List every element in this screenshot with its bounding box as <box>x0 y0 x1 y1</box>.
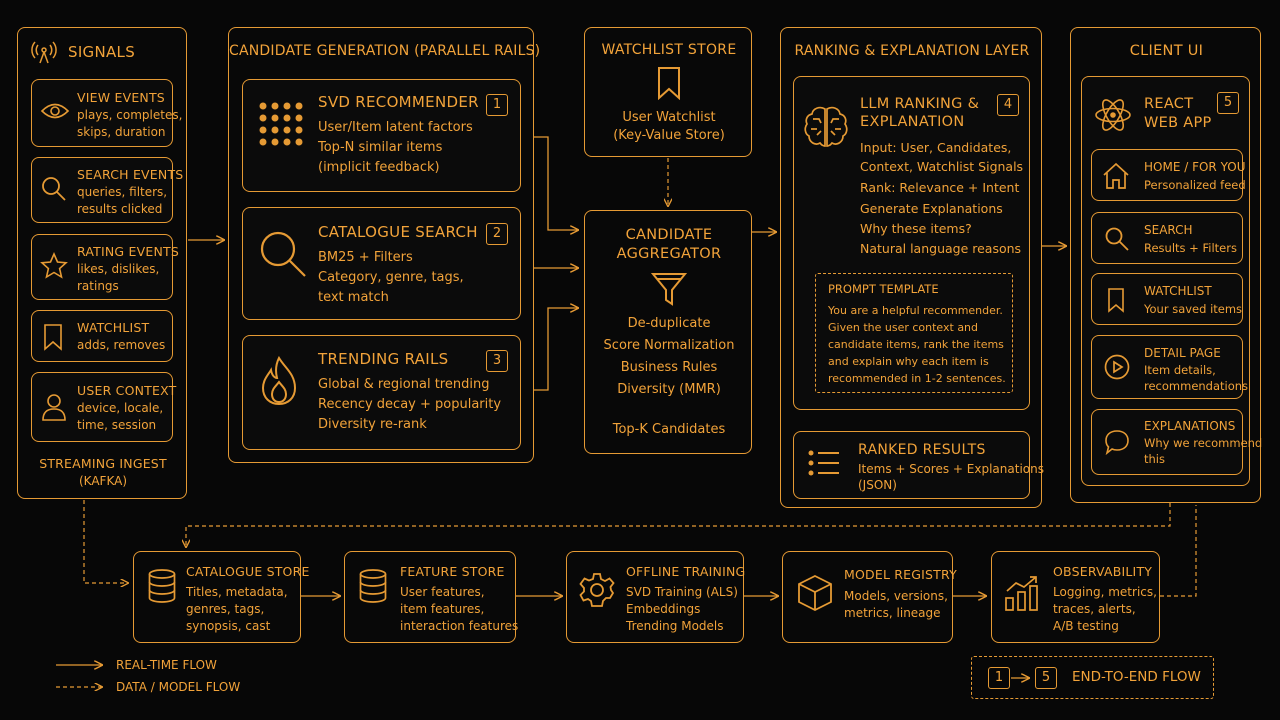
results-line: Items + Scores + Explanations <box>858 462 1044 476</box>
arrow-client-to-catalogue <box>186 503 1170 547</box>
store-line: synopsis, cast <box>186 619 271 633</box>
flow-label: END-TO-END FLOW <box>1072 669 1201 685</box>
signal-view-events <box>31 79 183 147</box>
rail-svd <box>242 79 521 192</box>
search-icon <box>40 175 68 203</box>
step-badge: 1 <box>486 94 508 116</box>
aggregator-step: De-duplicate <box>627 316 711 331</box>
llm-line: Context, Watchlist Signals <box>860 159 1024 174</box>
rail-line: Recency decay + popularity <box>318 397 502 412</box>
llm-title: LLM RANKING & <box>860 96 980 112</box>
client-item-detail: Personalized feed <box>1144 178 1246 192</box>
client-item-detail: this <box>1144 452 1165 466</box>
store-line: SVD Training (ALS) <box>626 585 738 599</box>
funnel-icon <box>651 271 687 307</box>
offline-training <box>566 551 744 643</box>
store-line: Titles, metadata, <box>186 585 288 599</box>
prompt-line: Given the user context and <box>828 321 979 334</box>
ranked-results <box>793 431 1044 499</box>
search-icon <box>1104 226 1130 252</box>
prompt-line: and explain why each item is <box>828 355 989 368</box>
cube-icon <box>797 574 833 612</box>
rail-line: Diversity re-rank <box>318 417 427 432</box>
prompt-template <box>815 273 1013 393</box>
client-item-label: HOME / FOR YOU <box>1144 160 1246 174</box>
rail-line: User/Item latent factors <box>318 120 473 135</box>
signal-detail: queries, filters, <box>77 185 168 199</box>
llm-line: Why these items? <box>860 221 972 236</box>
signal-detail: skips, duration <box>77 125 166 139</box>
client-search[interactable] <box>1091 212 1243 264</box>
store-line: item features, <box>400 602 485 616</box>
brain-icon <box>803 105 849 149</box>
end-to-end-flow <box>971 656 1214 699</box>
flame-icon <box>259 356 299 406</box>
client-item-detail: recommendations <box>1144 379 1249 393</box>
client-title: CLIENT UI <box>1129 43 1204 59</box>
gear-icon <box>579 572 615 608</box>
database-icon <box>147 569 177 603</box>
signal-search-events <box>31 157 184 223</box>
database-icon <box>358 569 388 603</box>
chat-bubble-icon <box>1104 429 1130 455</box>
legend-realtime: REAL-TIME FLOW <box>116 658 217 672</box>
signal-detail: adds, removes <box>77 338 166 352</box>
store-line: User features, <box>400 585 485 599</box>
step-badge: 2 <box>486 223 508 245</box>
client-item-detail: Your saved items <box>1144 302 1243 316</box>
candidates-title: CANDIDATE GENERATION (PARALLEL RAILS) <box>229 43 541 59</box>
signal-detail: time, session <box>77 418 157 432</box>
catalogue-store <box>133 551 310 643</box>
store-line: Embeddings <box>626 602 701 616</box>
results-line: (JSON) <box>858 478 897 492</box>
eye-icon <box>40 100 70 122</box>
magnifier-icon <box>257 228 309 280</box>
rail-line: text match <box>318 290 389 305</box>
rail-line: Top-N similar items <box>318 140 443 155</box>
aggregator-step: Score Normalization <box>603 338 735 353</box>
watchlist-store-line: (Key-Value Store) <box>613 128 725 143</box>
step-badge: 5 <box>1217 92 1239 114</box>
ranking-title: RANKING & EXPLANATION LAYER <box>794 43 1030 59</box>
store-line: interaction features <box>400 619 519 633</box>
client-item-detail: Results + Filters <box>1144 241 1237 255</box>
candidate-generation-panel <box>228 27 541 463</box>
signal-detail: ratings <box>77 279 119 293</box>
client-ui-panel <box>1070 27 1261 503</box>
home-icon <box>1102 162 1130 190</box>
bookmark-icon <box>1106 287 1126 313</box>
client-detail-page[interactable] <box>1091 335 1249 399</box>
prompt-line: candidate items, rank the items <box>828 338 1004 351</box>
client-watchlist[interactable] <box>1091 273 1243 325</box>
signal-label: RATING EVENTS <box>77 244 179 259</box>
step-badge: 3 <box>486 350 508 372</box>
step-badge: 4 <box>997 94 1019 116</box>
client-item-label: SEARCH <box>1144 223 1193 237</box>
rail-line: BM25 + Filters <box>318 250 413 265</box>
matrix-dots-icon <box>259 102 303 146</box>
signal-detail: device, locale, <box>77 401 164 415</box>
llm-line: Natural language reasons <box>860 241 1022 256</box>
rail-line: (implicit feedback) <box>318 160 440 175</box>
rail-title: SVD RECOMMENDER <box>318 93 479 111</box>
flow-start-badge: 1 <box>988 667 1010 689</box>
client-explanations[interactable] <box>1091 409 1263 475</box>
client-item-detail: Why we recommend <box>1144 436 1263 450</box>
prompt-title: PROMPT TEMPLATE <box>828 282 939 296</box>
flow-end-badge: 5 <box>1035 667 1057 689</box>
signal-label: VIEW EVENTS <box>77 90 165 105</box>
signal-user-context <box>31 372 177 442</box>
app-title: WEB APP <box>1144 115 1212 131</box>
rail-trending <box>242 335 521 450</box>
signals-panel <box>17 27 187 499</box>
store-line: A/B testing <box>1053 619 1119 633</box>
store-line: Trending Models <box>626 619 724 633</box>
legend-data: DATA / MODEL FLOW <box>116 680 241 694</box>
user-icon <box>41 393 67 421</box>
candidate-aggregator <box>584 210 752 454</box>
signal-detail: likes, dislikes, <box>77 262 160 276</box>
rail-line: Global & regional trending <box>318 377 490 392</box>
ranking-panel <box>780 27 1042 508</box>
client-item-detail: Item details, <box>1144 363 1216 377</box>
rail-title: CATALOGUE SEARCH <box>318 223 478 241</box>
signal-detail: results clicked <box>77 202 163 216</box>
aggregator-result: Top-K Candidates <box>612 422 726 437</box>
watchlist-store-title: WATCHLIST STORE <box>601 42 737 58</box>
store-title: CATALOGUE STORE <box>186 564 310 579</box>
observability <box>991 551 1160 643</box>
llm-line: Generate Explanations <box>860 201 1003 216</box>
app-title: REACT <box>1144 96 1194 112</box>
signal-rating-events <box>31 234 179 300</box>
react-icon <box>1094 97 1132 133</box>
bar-chart-icon <box>1004 574 1040 612</box>
streaming-ingest <box>18 456 188 490</box>
model-registry <box>782 551 957 643</box>
aggregator-step: Business Rules <box>620 360 718 375</box>
watchlist-store-line: User Watchlist <box>622 110 716 125</box>
ingest-label: STREAMING INGEST <box>39 456 167 471</box>
signal-label: SEARCH EVENTS <box>77 167 184 182</box>
bookmark-icon <box>656 66 682 100</box>
line-observability-to-client <box>1160 505 1196 596</box>
store-line: Models, versions, <box>844 589 948 603</box>
ingest-sublabel: (KAFKA) <box>79 474 127 488</box>
watchlist-store <box>584 27 752 157</box>
rail-title: TRENDING RAILS <box>318 350 449 368</box>
react-app-box <box>1081 76 1263 486</box>
aggregator-title: AGGREGATOR <box>616 246 722 262</box>
store-line: traces, alerts, <box>1053 602 1136 616</box>
play-icon <box>1104 354 1130 380</box>
store-line: Logging, metrics, <box>1053 585 1157 599</box>
client-home[interactable] <box>1091 149 1246 201</box>
store-line: metrics, lineage <box>844 606 941 620</box>
signals-title: SIGNALS <box>68 43 136 61</box>
signal-watchlist <box>31 310 173 362</box>
bookmark-icon <box>42 323 64 351</box>
store-title: OBSERVABILITY <box>1053 564 1153 579</box>
llm-ranking-box <box>793 76 1030 410</box>
list-icon <box>808 449 840 477</box>
arrow-ingest-to-catalogue <box>84 500 128 583</box>
client-item-label: WATCHLIST <box>1144 284 1212 298</box>
store-title: MODEL REGISTRY <box>844 567 957 582</box>
rail-catalogue-search <box>242 207 521 320</box>
signal-label: USER CONTEXT <box>77 383 177 398</box>
aggregator-step: Diversity (MMR) <box>617 382 721 397</box>
llm-title: EXPLANATION <box>860 114 965 130</box>
store-line: genres, tags, <box>186 602 265 616</box>
rail-line: Category, genre, tags, <box>318 270 464 285</box>
antenna-icon <box>31 41 57 65</box>
prompt-line: recommended in 1-2 sentences. <box>828 372 1006 385</box>
results-title: RANKED RESULTS <box>858 442 986 458</box>
feature-store <box>344 551 519 643</box>
llm-line: Input: User, Candidates, <box>860 140 1012 155</box>
store-title: FEATURE STORE <box>400 564 505 579</box>
store-title: OFFLINE TRAINING <box>626 564 746 579</box>
llm-line: Rank: Relevance + Intent <box>860 180 1020 195</box>
signal-label: WATCHLIST <box>77 320 150 335</box>
signal-detail: plays, completes, <box>77 108 183 122</box>
client-item-label: EXPLANATIONS <box>1144 419 1236 433</box>
client-item-label: DETAIL PAGE <box>1144 346 1221 360</box>
aggregator-title: CANDIDATE <box>625 227 713 243</box>
star-icon <box>40 252 68 280</box>
prompt-line: You are a helpful recommender. <box>828 304 1003 317</box>
